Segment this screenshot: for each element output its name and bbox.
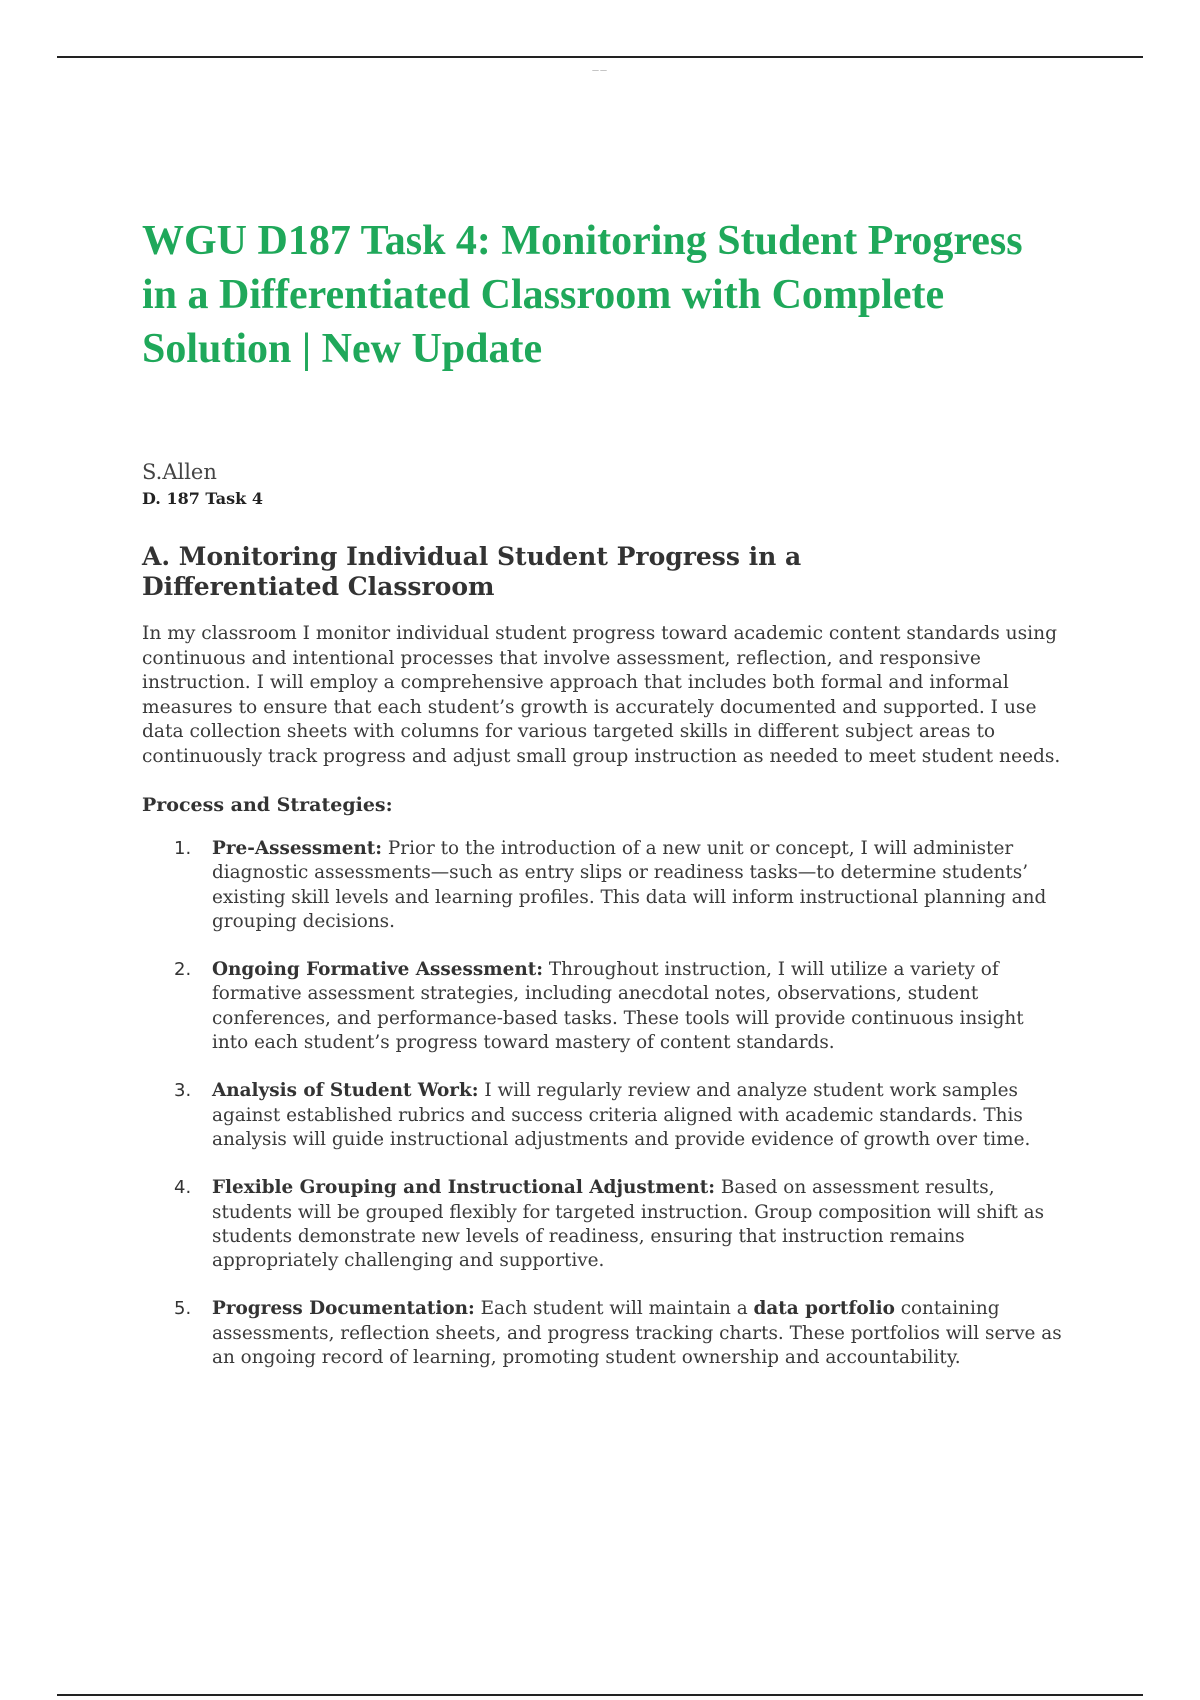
list-item-text: I will regularly review and analyze student work samples against established rubrics and success criteria aligned with academic standards. This analysis will guide instructional adjustments and provide evidence of growth over time. xyxy=(212,1080,1031,1150)
list-item-lead: Flexible Grouping and Instructional Adjustment: xyxy=(212,1177,716,1199)
document-subtitle: D. 187 Task 4 xyxy=(142,489,263,508)
list-item xyxy=(142,1297,1062,1370)
list-item xyxy=(142,1079,1062,1152)
list-item-number: 5. xyxy=(174,1298,192,1320)
process-steps-list xyxy=(142,837,1062,1370)
document-title: WGU D187 Task 4: Monitoring Student Progress in a Differentiated Classroom with Complete Solution | New Update xyxy=(142,218,1023,372)
list-item-text: Prior to the introduction of a new unit or concept, I will administer diagnostic assessments—such as entry slips or readiness tasks—to determine students’ existing skill levels and learning profiles. This data will inform instructional planning and grouping decisions. xyxy=(212,838,1047,932)
list-item-lead: Pre-Assessment: xyxy=(212,838,383,859)
list-item xyxy=(142,958,1062,1055)
list-item-number: 4. xyxy=(174,1177,192,1199)
list-item-emphasis: data portfolio xyxy=(753,1298,895,1320)
list-item-text: Based on assessment results, students will be grouped flexibly for targeted instruction. Group composition will shift as students demonstrate new levels of readiness, ensuring that instruction remains appropriately challenging and supportive. xyxy=(212,1177,1045,1272)
list-item xyxy=(142,1176,1062,1273)
list-item-number: 2. xyxy=(174,959,192,981)
list-item-lead: Progress Documentation: xyxy=(212,1298,475,1320)
list-item-number: 3. xyxy=(174,1080,192,1102)
list-item-lead: Ongoing Formative Assessment: xyxy=(212,959,543,981)
document-body xyxy=(142,214,1062,1394)
top-rule xyxy=(57,56,1143,58)
list-item-number: 1. xyxy=(174,838,192,859)
bottom-rule xyxy=(57,1694,1143,1696)
list-item-lead: Analysis of Student Work: xyxy=(212,1080,479,1102)
list-item-text: Throughout instruction, I will utilize a variety of formative assessment strategies, including anecdotal notes, observations, student conferences, and performance-based tasks. These tools will provide continuous insight into each student’s progress toward mastery of content standards. xyxy=(212,959,1024,1054)
list-item-text: containing assessments, reflection sheets, and progress tracking charts. These portfolios will serve as an ongoing record of learning, promoting student ownership and accountability. xyxy=(212,1298,1062,1369)
page-number: —— xyxy=(592,66,608,74)
process-heading: Process and Strategies: xyxy=(142,794,393,816)
list-item xyxy=(142,837,1062,934)
author-name: S.Allen xyxy=(142,460,217,484)
section-a-intro: In my classroom I monitor individual student progress toward academic content standards using continuous and intentional processes that involve assessment, reflection, and responsive instruction. I will employ a comprehensive approach that includes both formal and informal measures to ensure that each student’s growth is accurately documented and supported. I use data collection sheets with columns for various targeted skills in different subject areas to continuously track progress and adjust small group instruction as needed to meet student needs. xyxy=(142,623,1061,767)
section-a-heading: A. Monitoring Individual Student Progress in a Differentiated Classroom xyxy=(142,542,802,601)
list-item-text: Each student will maintain a xyxy=(474,1298,754,1320)
